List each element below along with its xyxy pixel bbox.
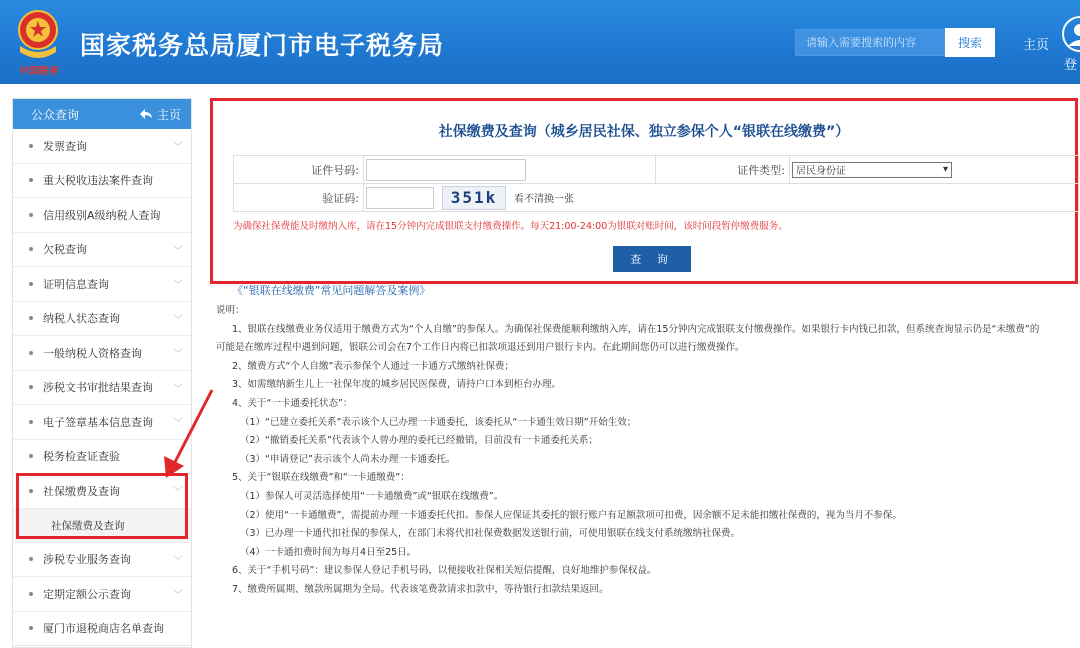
search-input[interactable] (795, 29, 945, 56)
chevron-down-icon: ﹀ (173, 349, 183, 361)
note-line: （4）一卡通扣费时间为每月4日至25日。 (240, 546, 417, 558)
sidebar-item-inner (29, 586, 131, 602)
sidebar (12, 98, 192, 648)
chevron-down-icon: ﹀ (173, 487, 183, 499)
note-line: （3）已办理一卡通代扣社保的参保人，在部门未将代扣社保费数据发送银行前，可使用银联在线支付系统缴纳社保费。 (240, 528, 741, 540)
note-line: 可能是在缴库过程中遇到问题，银联公司会在7个工作日内将已扣款项退还到用户银行卡内。在此期间您仍可以进行缴费操作。 (216, 342, 745, 354)
sidebar-item[interactable] (13, 233, 191, 268)
sidebar-item-inner (29, 241, 87, 257)
search-button[interactable]: 搜索 (945, 28, 995, 57)
sidebar-item-label: 涉税专业服务查询 (43, 553, 131, 567)
bullet-icon (29, 351, 33, 355)
id-number-cell (364, 156, 656, 184)
sidebar-item-inner (29, 379, 153, 395)
captcha-cell (364, 184, 1079, 212)
chevron-down-icon: ﹀ (173, 383, 183, 395)
bullet-icon (29, 557, 33, 561)
sidebar-item-label: 厦门市退税商店名单查询 (43, 622, 164, 636)
chevron-down-icon: ﹀ (173, 314, 183, 326)
bullet-icon (29, 420, 33, 424)
sidebar-item-label: 发票查询 (43, 139, 87, 153)
chevron-down-icon: ﹀ (173, 280, 183, 292)
sidebar-item-inner (29, 207, 161, 223)
captcha-image[interactable]: 351k (442, 186, 506, 210)
id-number-label: 证件号码: (234, 156, 364, 184)
bullet-icon (29, 316, 33, 320)
sidebar-item[interactable] (13, 164, 191, 199)
sidebar-item-inner (29, 276, 109, 292)
chevron-down-icon: ﹀ (173, 590, 183, 602)
chevron-down-icon: ﹀ (173, 142, 183, 154)
sidebar-item[interactable] (13, 543, 191, 578)
sidebar-item-inner (29, 172, 153, 188)
bullet-icon (29, 626, 33, 630)
sidebar-item[interactable] (13, 302, 191, 337)
note-line: 1、银联在线缴费业务仅适用于缴费方式为“个人自缴”的参保人。为确保社保费能顺利缴纳入库，请在15分钟内完成银联支付缴费操作。如果银行卡内钱已扣款，但系统查询显示仍是“未缴费”的 (232, 323, 1040, 335)
captcha-refresh-link[interactable]: 看不清换一张 (514, 194, 574, 205)
sidebar-item-inner (29, 551, 131, 567)
bullet-icon (29, 385, 33, 389)
bullet-icon (29, 178, 33, 182)
sidebar-header (13, 99, 191, 129)
query-form-panel (210, 98, 1078, 284)
sidebar-item-inner (29, 448, 120, 464)
bullet-icon (29, 247, 33, 251)
annotation-arrow-icon (160, 380, 220, 480)
login-label[interactable]: 登 (1064, 58, 1078, 73)
sidebar-item-label: 纳税人状态查询 (43, 312, 120, 326)
sidebar-item[interactable] (13, 198, 191, 233)
sidebar-item[interactable] (13, 336, 191, 371)
sidebar-item-label: 税务检查证查验 (43, 450, 120, 464)
sidebar-item[interactable] (13, 267, 191, 302)
captcha-input[interactable] (366, 187, 434, 209)
sidebar-item-label: 证明信息查询 (43, 277, 109, 291)
bullet-icon (29, 213, 33, 217)
bullet-icon (29, 454, 33, 458)
sidebar-item[interactable] (13, 612, 191, 647)
sidebar-item-label: 定期定额公示查询 (43, 587, 131, 601)
chevron-down-icon: ﹀ (173, 245, 183, 257)
sidebar-item-inner (29, 345, 142, 361)
sidebar-item-label: 涉税文书审批结果查询 (43, 381, 153, 395)
bullet-icon (29, 282, 33, 286)
top-header (0, 0, 1080, 84)
id-number-input[interactable] (366, 159, 526, 181)
brand-text: 中国税务 (18, 66, 58, 77)
note-line: 6、关于“手机号码”：建议参保人登记手机号码，以便接收社保相关短信提醒，良好地维护参保权益。 (232, 565, 657, 577)
notes-section (216, 302, 1076, 600)
faq-link[interactable]: 《“银联在线缴费”常见问题解答及案例》 (232, 284, 431, 297)
form-table (233, 155, 1079, 212)
id-type-cell (790, 156, 1079, 184)
note-line: 4、关于“一卡通委托状态”： (232, 397, 353, 409)
sidebar-highlight-box (16, 473, 188, 539)
note-line: 3、如需缴纳新生儿上一社保年度的城乡居民医保费，请持户口本到柜台办理。 (232, 379, 562, 391)
chevron-down-icon: ▾ (942, 164, 948, 175)
site-title: 国家税务总局厦门市电子税务局 (80, 31, 445, 60)
sidebar-item-label: 电子签章基本信息查询 (43, 415, 153, 429)
note-line: （1）参保人可灵活选择使用“一卡通缴费”或“银联在线缴费”。 (240, 490, 504, 502)
home-link[interactable]: 主页 (1023, 38, 1050, 53)
note-line: 说明： (216, 305, 245, 316)
sidebar-item-inner (29, 620, 164, 636)
chevron-down-icon: ﹀ (173, 555, 183, 567)
note-line: （2）“撤销委托关系”代表该个人曾办理的委托已经撤销，目前没有一卡通委托关系； (240, 435, 598, 447)
sidebar-item-inner (29, 138, 87, 154)
id-type-value: 居民身份证 (796, 166, 846, 177)
sidebar-home-label: 主页 (156, 107, 181, 122)
note-line: 7、缴费所属期、缴款所属期为全局。代表该笔费款请求扣款中，等待银行扣款结果返回。 (232, 583, 609, 595)
back-arrow-icon (140, 109, 152, 119)
sidebar-item-inner (29, 414, 153, 430)
id-type-select[interactable] (792, 162, 952, 178)
chevron-down-icon: ﹀ (173, 418, 183, 430)
sidebar-title: 公众查询 (31, 107, 80, 122)
note-line: 2、缴费方式“个人自缴”表示参保个人通过一卡通方式缴纳社保费； (232, 360, 514, 372)
tax-emblem-icon (14, 10, 62, 62)
bullet-icon (29, 592, 33, 596)
note-line: （2）使用“一卡通缴费”，需提前办理一卡通委托代扣。参保人应保证其委托的银行账户有足额款项可扣费，因余额不足未能扣缴社保费的，视为当月不参保。 (240, 509, 902, 521)
note-line: （3）“申请登记”表示该个人尚未办理一卡通委托。 (240, 453, 456, 465)
form-title: 社保缴费及查询（城乡居民社保、独立参保个人“银联在线缴费”） (438, 124, 850, 140)
note-line: 5、关于“银联在线缴费”和“一卡通缴费”： (232, 472, 410, 484)
sidebar-item[interactable] (13, 129, 191, 164)
captcha-label: 验证码: (234, 184, 364, 212)
sidebar-item-label: 重大税收违法案件查询 (43, 174, 153, 188)
sidebar-item[interactable] (13, 577, 191, 612)
note-line: （1）“已建立委托关系”表示该个人已办理一卡通委托，该委托从“一卡通生效日期”开始生效； (240, 416, 637, 428)
query-button[interactable]: 查 询 (613, 246, 691, 272)
sidebar-item-label: 社保缴费及查询 (43, 484, 120, 498)
sidebar-item-inner (29, 310, 120, 326)
sidebar-item-label: 欠税查询 (43, 243, 87, 257)
sidebar-item-label: 一般纳税人资格查询 (43, 346, 142, 360)
sidebar-home-link[interactable] (140, 106, 181, 123)
sidebar-item-label: 信用级别A级纳税人查询 (43, 208, 161, 222)
bullet-icon (29, 144, 33, 148)
id-type-label: 证件类型: (656, 156, 790, 184)
warning-text: 为确保社保费能及时缴纳入库，请在15分钟内完成银联支付缴费操作。每天21:00-24:00为银联对账时间，该时间段暂停缴费服务。 (233, 221, 788, 232)
sidebar-sub-item[interactable]: 社保缴费及查询 (13, 509, 191, 543)
